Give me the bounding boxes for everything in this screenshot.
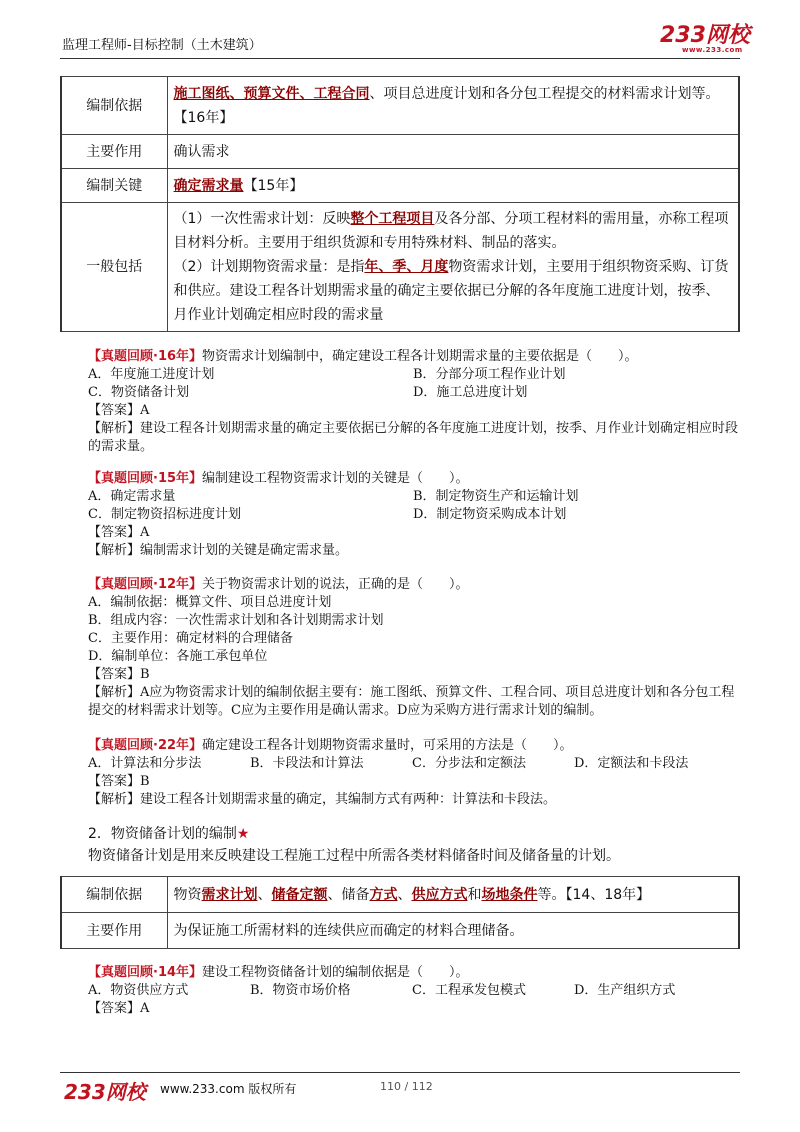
text: 、: [397, 886, 412, 903]
section-title: [88, 823, 249, 843]
row-value: [167, 77, 739, 135]
row-text: 【15年】: [243, 177, 304, 194]
brand-logo-sub: www.233.com: [682, 46, 743, 54]
question-tag: 【真题回顾·12年】: [88, 577, 203, 592]
page-number: 110 / 112: [380, 1080, 433, 1093]
option: A．计算法和分步法: [88, 756, 202, 771]
option: D．生产组织方式: [574, 983, 676, 998]
table-row: [61, 913, 739, 949]
demand-plan-table: [60, 76, 740, 332]
answer: 【答案】A: [88, 525, 150, 540]
row-value: [167, 169, 739, 203]
text: 物资需求计划，主要用于组织物资采购、订货和供应。建设工程各计划期需求量的确定主要依据已分解的各年度施工进度计划，按季、月作业计划确定相应时段的需求量: [173, 259, 729, 323]
keyword: 场地条件: [481, 886, 538, 903]
option: A．确定需求量: [88, 489, 176, 504]
option: C．物资储备计划: [88, 385, 189, 400]
question-stem: 确定建设工程各计划期物资需求量时，可采用的方法是（ ）。: [202, 738, 573, 753]
question-stem: 物资需求计划编制中，确定建设工程各计划期需求量的主要依据是（ ）。: [202, 349, 638, 364]
text: （2）计划期物资需求量：是指: [173, 259, 365, 275]
question-tag: 【真题回顾·14年】: [88, 965, 203, 980]
analysis: 【解析】建设工程各计划期需求量的确定主要依据已分解的各年度施工进度计划，按季、月作业计划确定相应时段的需求量。: [88, 421, 739, 454]
option: C．制定物资招标进度计划: [88, 507, 241, 522]
keyword: 确定需求量: [173, 177, 244, 194]
option: D．制定物资采购成本计划: [413, 507, 567, 522]
section-description: 物资储备计划是用来反映建设工程施工过程中所需各类材料储备时间及储备量的计划。: [88, 848, 620, 864]
option: B．物资市场价格: [250, 983, 351, 998]
analysis: 【解析】编制需求计划的关键是确定需求量。: [88, 543, 349, 558]
footer-logo: 233网校: [64, 1080, 146, 1104]
question-16: [88, 348, 738, 456]
text: 等。【14、18年】: [537, 886, 651, 903]
answer: 【答案】B: [88, 774, 150, 789]
text: 、: [257, 886, 272, 903]
keyword: 供应方式: [411, 886, 468, 903]
analysis: 【解析】A应为物资需求计划的编制依据主要有：施工图纸、预算文件、工程合同、项目总进度计划和各分包工程提交的材料需求计划等。C应为主要作用是确认需求。D应为采购方进行需求计划的编制。: [88, 685, 735, 718]
footer-copyright: www.233.com 版权所有: [160, 1082, 297, 1096]
options: [88, 506, 738, 524]
options: [88, 755, 738, 773]
table-row: [61, 169, 739, 203]
answer: 【答案】B: [88, 667, 150, 682]
keyword: 整个工程项目: [350, 211, 435, 227]
option: C．主要作用：确定材料的合理储备: [88, 631, 293, 646]
row-key: 编制依据: [61, 877, 167, 913]
text: 和: [467, 886, 482, 903]
text: 物资: [173, 886, 202, 903]
row-text: 、项目总进度计划和各分包工程提交的材料需求计划等。【16年】: [173, 85, 720, 126]
options: [88, 488, 738, 506]
question-15: [88, 470, 738, 560]
reserve-plan-table: [60, 876, 740, 949]
answer: 【答案】A: [88, 1001, 150, 1016]
header-rule: [60, 58, 740, 59]
table-row: [61, 135, 739, 169]
paragraph-1: [174, 207, 733, 255]
row-key: 编制关键: [61, 169, 167, 203]
option: A．编制依据：概算文件、项目总进度计划: [88, 595, 332, 610]
question-22: [88, 737, 738, 809]
option: B．卡段法和计算法: [250, 756, 364, 771]
row-value: 确认需求: [167, 135, 739, 169]
question-tag: 【真题回顾·15年】: [88, 471, 203, 486]
footer-rule: [60, 1072, 740, 1073]
options: [88, 366, 738, 384]
option: B．分部分项工程作业计划: [413, 367, 566, 382]
options: [88, 384, 738, 402]
keyword: 需求计划: [201, 886, 258, 903]
table-row: [61, 877, 739, 913]
keyword: 方式: [369, 886, 398, 903]
question-stem: 编制建设工程物资需求计划的关键是（ ）。: [202, 471, 469, 486]
keyword: 年、季、月度: [364, 259, 449, 275]
answer: 【答案】A: [88, 403, 150, 418]
question-stem: 建设工程物资储备计划的编制依据是（ ）。: [202, 965, 469, 980]
row-value: [167, 203, 739, 332]
question-tag: 【真题回顾·16年】: [88, 349, 203, 364]
row-key: 主要作用: [61, 913, 167, 949]
option: C．分步法和定额法: [412, 756, 526, 771]
section-title-text: 2．物资储备计划的编制: [88, 826, 237, 842]
option: D．施工总进度计划: [413, 385, 528, 400]
row-value: [167, 877, 739, 913]
option: C．工程承发包模式: [412, 983, 526, 998]
option: B．制定物资生产和运输计划: [413, 489, 579, 504]
option: A．物资供应方式: [88, 983, 189, 998]
keyword: 储备定额: [271, 886, 328, 903]
analysis: 【解析】建设工程各计划期需求量的确定，其编制方式有两种：计算法和卡段法。: [88, 792, 557, 807]
brand-logo: [660, 23, 750, 55]
row-value: 为保证施工所需材料的连续供应而确定的材料合理储备。: [167, 913, 739, 949]
question-12: [88, 576, 738, 720]
row-key: 一般包括: [61, 203, 167, 332]
question-stem: 关于物资需求计划的说法，正确的是（ ）。: [202, 577, 469, 592]
row-key: 编制依据: [61, 77, 167, 135]
question-tag: 【真题回顾·22年】: [88, 738, 203, 753]
table-row: [61, 203, 739, 332]
option: D．定额法和卡段法: [574, 756, 689, 771]
paragraph-2: [174, 255, 733, 327]
text: （1）一次性需求计划：反映: [173, 211, 351, 227]
table-row: [61, 77, 739, 135]
text: 、储备: [327, 886, 370, 903]
question-14: [88, 964, 738, 1018]
row-key: 主要作用: [61, 135, 167, 169]
brand-logo-text: 233网校: [660, 23, 750, 48]
option: D．编制单位：各施工承包单位: [88, 649, 268, 664]
keyword: 施工图纸、预算文件、工程合同: [173, 85, 370, 102]
options: [88, 982, 738, 1000]
header-title: 监理工程师-目标控制（土木建筑）: [62, 38, 262, 53]
star-icon: ★: [236, 826, 250, 842]
text: 及各分部、分项工程材料的需用量，亦称工程项目材料分析。主要用于组织货源和专用特殊材料、制品的落实。: [173, 211, 729, 251]
option: A．年度施工进度计划: [88, 367, 215, 382]
option: B．组成内容：一次性需求计划和各计划期需求计划: [88, 613, 384, 628]
